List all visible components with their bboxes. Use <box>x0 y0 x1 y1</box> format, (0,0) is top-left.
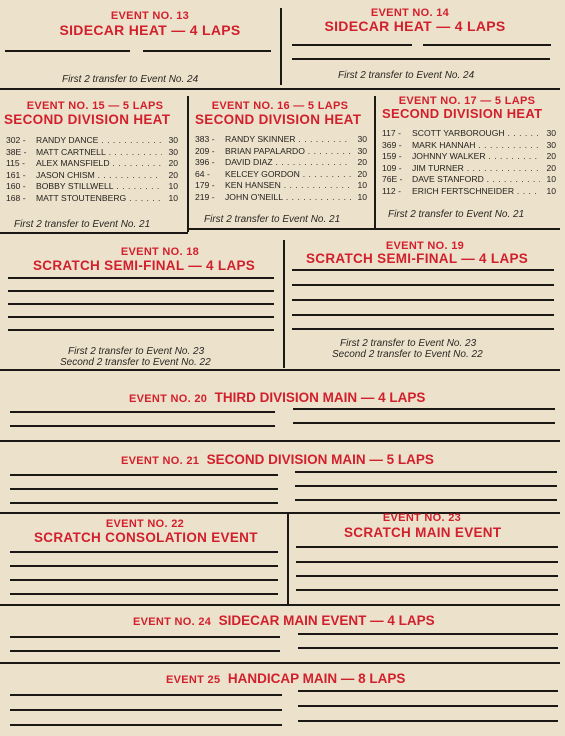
event-18-line-4 <box>8 316 274 318</box>
rider-row <box>195 192 367 204</box>
event-14-note: First 2 transfer to Event No. 24 <box>338 70 475 81</box>
row4-bottom-rule <box>0 440 560 442</box>
rider-name: ERICH FERTSCHNEIDER . . . <box>412 186 540 198</box>
rider-name: ALEX MANSFIELD . . . <box>36 158 162 170</box>
rider-row <box>195 134 367 146</box>
event-17-number: EVENT NO. 17 — 5 LAPS <box>398 95 536 107</box>
event-14-title: SIDECAR HEAT — 4 LAPS <box>324 18 506 34</box>
event-24-line-2 <box>298 633 558 635</box>
rider-row <box>6 170 178 182</box>
event-13-note: First 2 transfer to Event No. 24 <box>62 74 199 85</box>
rider-points: 30 <box>546 128 556 138</box>
event-19-line-4 <box>292 314 554 316</box>
rider-row <box>382 186 556 198</box>
event-15-roster <box>6 135 178 204</box>
rider-number: 168 - <box>6 192 26 203</box>
rider-name: KELCEY GORDON . . . <box>225 169 351 181</box>
rider-name: JOHN O'NEILL . . . <box>225 192 351 204</box>
event-20-line-2 <box>293 408 555 410</box>
event-15-note: First 2 transfer to Event No. 21 <box>14 219 151 230</box>
event-24-header <box>133 612 435 630</box>
event-23-title: SCRATCH MAIN EVENT <box>344 525 502 540</box>
rider-points: 10 <box>546 174 556 184</box>
row7-bottom-rule <box>0 662 560 664</box>
rider-row <box>195 180 367 192</box>
event-15-number: EVENT NO. 15 — 5 LAPS <box>26 100 164 112</box>
event-23-line-3 <box>296 575 558 577</box>
event-14-number: EVENT NO. 14 <box>370 7 450 19</box>
event-19-note-2: Second 2 transfer to Event No. 22 <box>332 349 483 360</box>
event-14-line-3 <box>292 58 550 60</box>
event-24-number: EVENT NO. 24 <box>133 616 212 628</box>
event-21-line-5 <box>10 502 278 504</box>
event-13-number: EVENT NO. 13 <box>110 10 190 22</box>
rider-number: 38E - <box>6 146 27 157</box>
row6-bottom-rule <box>0 604 560 606</box>
event-18-line-3 <box>8 303 274 305</box>
event-18-title: SCRATCH SEMI-FINAL — 4 LAPS <box>33 258 256 273</box>
row2-bottom-rule-b <box>188 228 560 230</box>
rider-points: 30 <box>168 135 178 145</box>
event-22-title: SCRATCH CONSOLATION EVENT <box>34 530 258 545</box>
row2-divider-1 <box>187 96 189 232</box>
event-13-title: SIDECAR HEAT — 4 LAPS <box>59 22 241 38</box>
event-19-note-1: First 2 transfer to Event No. 23 <box>340 338 477 349</box>
rider-name: BRIAN PAPALARDO . . . <box>225 146 351 158</box>
event-18-line-2 <box>8 290 274 292</box>
rider-points: 10 <box>546 185 556 196</box>
event-18-number: EVENT NO. 18 <box>120 246 200 258</box>
rider-number: 219 - <box>195 191 215 202</box>
event-25-line-6 <box>298 720 558 722</box>
event-14-line-2 <box>423 44 551 46</box>
rider-points: 10 <box>168 181 178 191</box>
rider-row <box>6 181 178 193</box>
rider-number: 369 - <box>382 139 402 150</box>
event-25-line-1 <box>10 694 282 696</box>
event-23-number: EVENT NO. 23 <box>382 512 462 524</box>
rider-name: DAVID DIAZ . . . <box>225 157 351 169</box>
rider-name: JOHNNY WALKER . . . <box>412 151 540 163</box>
event-22-line-3 <box>10 579 278 581</box>
event-24-line-3 <box>10 650 280 652</box>
event-17-title: SECOND DIVISION HEAT <box>382 106 543 121</box>
event-19-line-3 <box>292 299 554 301</box>
event-20-line-1 <box>10 411 275 413</box>
event-24-line-4 <box>298 647 558 649</box>
rider-points: 10 <box>168 192 178 203</box>
rider-points: 20 <box>357 157 367 167</box>
event-25-title: HANDICAP MAIN — 8 LAPS <box>227 671 406 686</box>
rider-name: BOBBY STILLWELL . . . <box>36 181 162 193</box>
rider-number: 76E - <box>382 174 403 184</box>
rider-row <box>6 158 178 170</box>
row2-bottom-rule-a <box>0 232 188 234</box>
rider-points: 20 <box>357 168 367 179</box>
event-19-line-2 <box>292 284 554 286</box>
rider-name: DAVE STANFORD . . . <box>412 174 540 186</box>
event-19-line-5 <box>292 328 554 330</box>
event-21-title: SECOND DIVISION MAIN — 5 LAPS <box>206 452 434 467</box>
row2-divider-2 <box>374 96 376 228</box>
event-21-header <box>121 451 434 469</box>
event-25-line-3 <box>10 709 282 711</box>
rider-row <box>382 163 556 175</box>
event-14-line-1 <box>292 44 412 46</box>
rider-row <box>6 135 178 147</box>
rider-points: 30 <box>546 139 556 150</box>
rider-name: RANDY SKINNER . . . <box>225 134 351 146</box>
event-16-note: First 2 transfer to Event No. 21 <box>204 214 341 225</box>
rider-number: 159 - <box>382 151 402 161</box>
event-21-line-4 <box>295 485 557 487</box>
event-16-number: EVENT NO. 16 — 5 LAPS <box>211 100 349 112</box>
event-23-line-1 <box>296 546 558 548</box>
rider-number: 64 - <box>195 168 210 179</box>
event-18-note-1: First 2 transfer to Event No. 23 <box>68 346 205 357</box>
event-21-line-3 <box>10 488 278 490</box>
rider-number: 112 - <box>382 185 401 196</box>
event-21-line-1 <box>10 474 278 476</box>
rider-row <box>382 140 556 152</box>
rider-number: 117 - <box>382 128 401 138</box>
event-25-header <box>166 670 405 688</box>
rider-points: 30 <box>168 146 178 157</box>
rider-number: 115 - <box>6 158 25 168</box>
event-22-number: EVENT NO. 22 <box>105 518 185 530</box>
event-24-title: SIDECAR MAIN EVENT — 4 LAPS <box>218 613 435 628</box>
rider-name: MARK HANNAH . . . <box>412 140 540 152</box>
event-25-line-5 <box>10 724 282 726</box>
row6-divider <box>287 514 289 604</box>
row3-bottom-rule <box>0 369 560 371</box>
rider-row <box>195 169 367 181</box>
event-20-line-3 <box>10 425 275 427</box>
event-22-line-4 <box>10 593 278 595</box>
row3-divider <box>283 240 285 368</box>
rider-row <box>195 146 367 158</box>
event-18-note-2: Second 2 transfer to Event No. 22 <box>60 357 211 368</box>
rider-name: KEN HANSEN . . . <box>225 180 351 192</box>
rider-name: MATT CARTNELL . . . <box>36 147 162 159</box>
event-18-line-1 <box>8 277 274 279</box>
rider-row <box>6 193 178 205</box>
event-25-number: EVENT 25 <box>166 674 221 686</box>
rider-name: JASON CHISM . . . <box>36 170 162 182</box>
rider-row <box>382 174 556 186</box>
event-21-line-6 <box>295 499 557 501</box>
event-20-number: EVENT NO. 20 <box>129 393 208 405</box>
event-20-title: THIRD DIVISION MAIN — 4 LAPS <box>214 390 426 405</box>
rider-number: 302 - <box>6 135 26 145</box>
rider-number: 209 - <box>195 145 215 156</box>
event-21-number: EVENT NO. 21 <box>121 455 200 467</box>
rider-points: 10 <box>357 191 367 202</box>
rider-row <box>6 147 178 159</box>
event-13-line-2 <box>143 50 271 52</box>
row1-bottom-rule <box>0 88 560 90</box>
event-19-number: EVENT NO. 19 <box>385 240 465 252</box>
event-23-line-2 <box>296 561 558 563</box>
event-25-line-2 <box>298 690 558 692</box>
rider-points: 30 <box>357 145 367 156</box>
rider-number: 396 - <box>195 157 215 167</box>
event-17-roster <box>382 128 556 197</box>
event-20-line-4 <box>293 422 555 424</box>
rider-name: RANDY DANCE . . . <box>36 135 162 147</box>
event-19-title: SCRATCH SEMI-FINAL — 4 LAPS <box>306 251 529 266</box>
rider-points: 10 <box>357 180 367 190</box>
rider-row <box>195 157 367 169</box>
event-22-line-1 <box>10 551 278 553</box>
event-20-header <box>129 389 425 407</box>
event-23-line-4 <box>296 589 558 591</box>
rider-name: JIM TURNER . . . <box>412 163 540 175</box>
event-17-note: First 2 transfer to Event No. 21 <box>388 209 525 220</box>
rider-row <box>382 151 556 163</box>
event-25-line-4 <box>298 705 558 707</box>
event-15-title: SECOND DIVISION HEAT <box>4 112 171 127</box>
rider-points: 20 <box>546 162 556 173</box>
event-16-title: SECOND DIVISION HEAT <box>195 112 362 127</box>
rider-row <box>382 128 556 140</box>
event-21-line-2 <box>295 471 557 473</box>
event-24-line-1 <box>10 636 280 638</box>
rider-points: 20 <box>546 151 556 161</box>
rider-name: SCOTT YARBOROUGH . . . <box>412 128 540 140</box>
event-13-line-1 <box>5 50 130 52</box>
rider-number: 383 - <box>195 134 215 144</box>
event-18-line-5 <box>8 329 274 331</box>
rider-number: 161 - <box>6 169 26 180</box>
rider-number: 109 - <box>382 162 402 173</box>
rider-name: MATT STOUTENBERG . . . <box>36 193 162 205</box>
event-22-line-2 <box>10 565 278 567</box>
event-16-roster <box>195 134 367 203</box>
rider-number: 160 - <box>6 181 26 191</box>
rider-points: 20 <box>168 158 178 168</box>
rider-number: 179 - <box>195 180 215 190</box>
rider-points: 20 <box>168 169 178 180</box>
rider-points: 30 <box>357 134 367 144</box>
event-19-line-1 <box>292 269 554 271</box>
